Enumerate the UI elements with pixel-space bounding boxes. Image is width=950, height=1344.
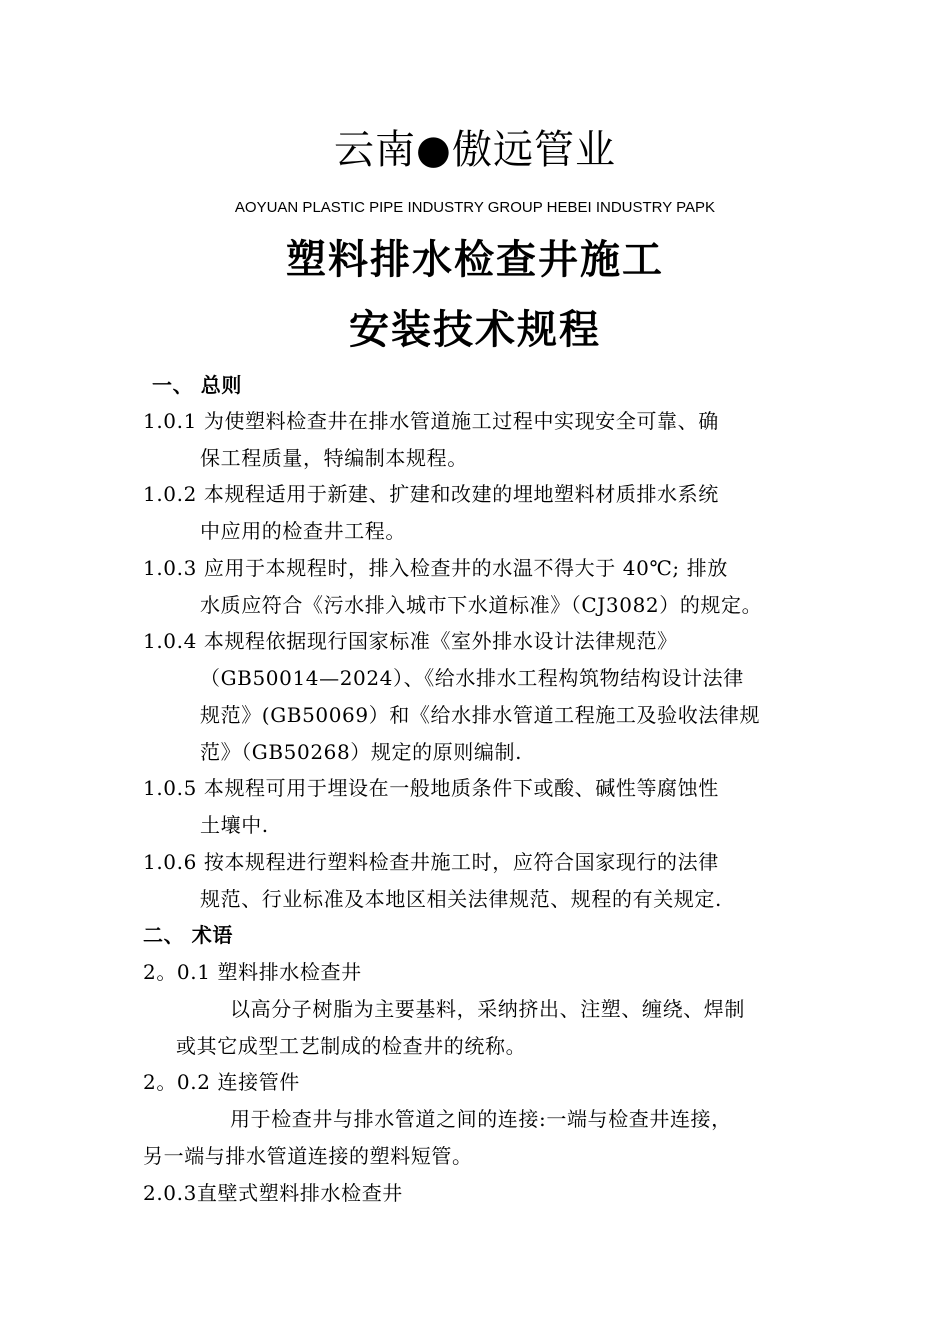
- document-title-line-1: 塑料排水检查井施工: [286, 237, 664, 283]
- term-2-0-1-line-2: 或其它成型工艺制成的检查井的统称。: [176, 1034, 527, 1058]
- section-heading-terms: 二、 术语: [143, 923, 233, 947]
- term-2-0-1-heading: 2。0.1 塑料排水检查井: [143, 960, 362, 984]
- clause-1-0-6-line-1: 1.0.6 按本规程进行塑料检查井施工时，应符合国家现行的法律: [143, 850, 719, 874]
- term-2-0-2-line-2: 另一端与排水管道连接的塑料短管。: [143, 1144, 473, 1168]
- document-title-line-2: 安装技术规程: [349, 307, 601, 353]
- clause-1-0-4-line-1: 1.0.4 本规程依据现行国家标准《室外排水设计法律规范》: [143, 629, 678, 653]
- clause-1-0-5-line-2: 土壤中.: [200, 813, 269, 837]
- term-2-0-1-line-1: 以高分子树脂为主要基料，采纳挤出、注塑、缠绕、焊制: [230, 997, 745, 1021]
- brand-name: 云南●傲远管业: [334, 127, 616, 173]
- clause-1-0-1-line-1: 1.0.1 为使塑料检查井在排水管道施工过程中实现安全可靠、确: [143, 409, 719, 433]
- english-company-name: AOYUAN PLASTIC PIPE INDUSTRY GROUP HEBEI INDUSTRY PAPK: [234, 199, 716, 216]
- term-2-0-3-heading: 2.0.3直壁式塑料排水检查井: [143, 1181, 403, 1205]
- clause-1-0-6-line-2: 规范、行业标准及本地区相关法律规范、规程的有关规定.: [200, 887, 722, 911]
- clause-1-0-4-line-2: （GB50014—2024）、《给水排水工程构筑物结构设计法律: [200, 666, 744, 690]
- term-2-0-2-line-1: 用于检查井与排水管道之间的连接:一端与检查井连接，: [230, 1107, 732, 1131]
- clause-1-0-2-line-1: 1.0.2 本规程适用于新建、扩建和改建的埋地塑料材质排水系统: [143, 482, 719, 506]
- clause-1-0-4-line-3: 规范》(GB50069）和《给水排水管道工程施工及验收法律规: [200, 703, 761, 727]
- clause-1-0-1-line-2: 保工程质量，特编制本规程。: [200, 446, 468, 470]
- clause-1-0-5-line-1: 1.0.5 本规程可用于埋设在一般地质条件下或酸、碱性等腐蚀性: [143, 776, 719, 800]
- clause-1-0-4-line-4: 范》（GB50268）规定的原则编制.: [200, 740, 523, 764]
- clause-1-0-2-line-2: 中应用的检查井工程。: [200, 519, 406, 543]
- clause-1-0-3-line-2: 水质应符合《污水排入城市下水道标准》（CJ3082）的规定。: [200, 593, 763, 617]
- term-2-0-2-heading: 2。0.2 连接管件: [143, 1070, 300, 1094]
- section-heading-general: 一、 总则: [152, 373, 242, 397]
- clause-1-0-3-line-1: 1.0.3 应用于本规程时，排入检查井的水温不得大于 40℃; 排放: [143, 556, 728, 580]
